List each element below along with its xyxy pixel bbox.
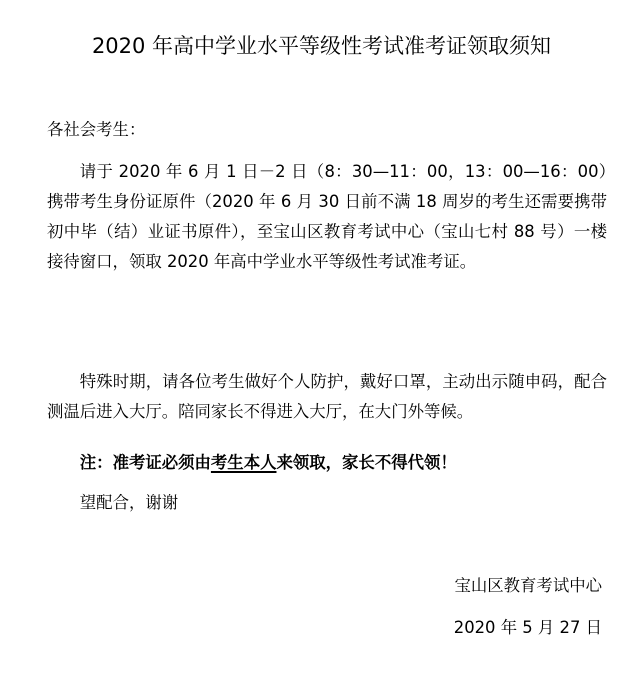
document-title: 2020 年高中学业水平等级性考试准考证领取须知 bbox=[91, 34, 552, 58]
greeting: 各社会考生： bbox=[47, 120, 146, 139]
important-note bbox=[47, 448, 607, 478]
note-suffix: 来领取，家长不得代领！ bbox=[276, 453, 457, 472]
signature-organization: 宝山区教育考试中心 bbox=[454, 576, 602, 595]
paragraph-epidemic-measures: 特殊时期，请各位考生做好个人防护，戴好口罩，主动出示随申码，配合测温后进入大厅。陪同家长不得进入大厅，在大门外等候。 bbox=[47, 372, 607, 421]
note-prefix: 注：准考证必须由 bbox=[79, 453, 211, 472]
paragraph-pickup-instructions: 请于 2020 年 6 月 1 日－2 日（8：30—11：00，13：00—16：00）携带考生身份证原件（2020 年 6 月 30 日前不满 18 周岁的考生还需要携带初中毕（结）业证书原件），至宝山区教育考试中心（宝山七村 88 号）一楼接待窗口，领取 2020 年高中学业水平等级性考试准考证。 bbox=[47, 162, 607, 271]
closing-remark: 望配合，谢谢 bbox=[79, 493, 179, 512]
signature-date: 2020 年 5 月 27 日 bbox=[453, 618, 602, 637]
note-emphasis: 考生本人 bbox=[210, 453, 277, 472]
